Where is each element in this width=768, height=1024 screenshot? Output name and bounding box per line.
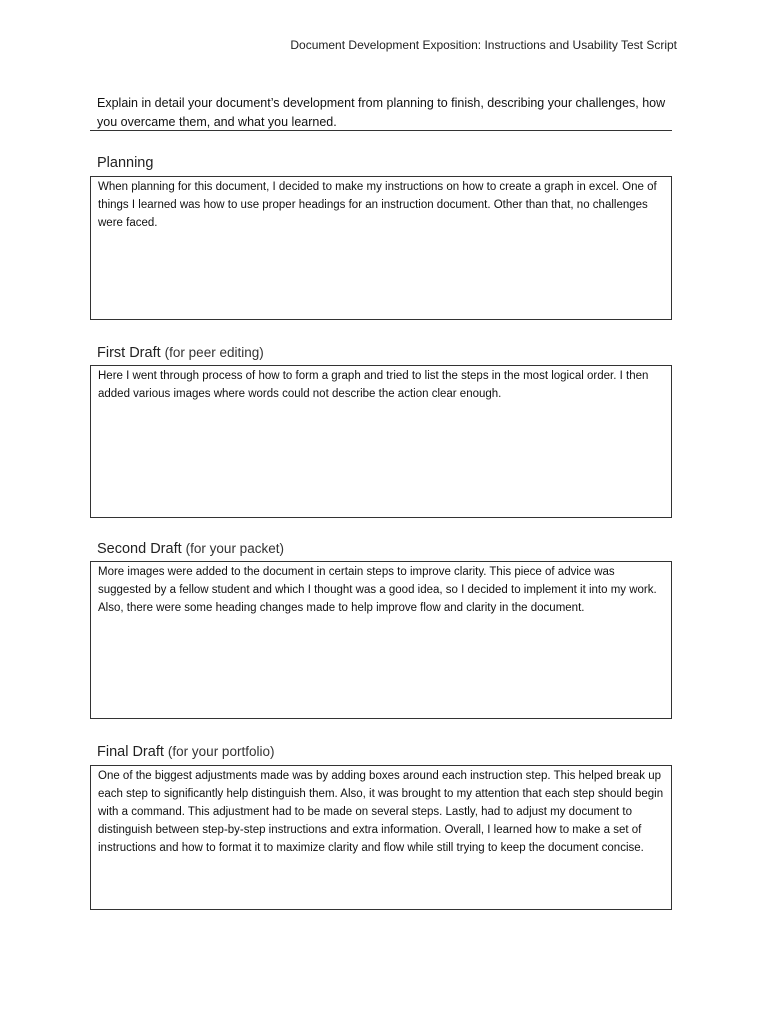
section-heading-second-draft <box>97 541 284 557</box>
first-draft-response-box[interactable]: Here I went through process of how to form a graph and tried to list the steps in the most logical order. I then added various images where words could not describe the action clear enough. <box>90 365 672 518</box>
section-title: Second Draft <box>97 541 182 557</box>
intro-divider <box>90 130 672 131</box>
section-subtitle: (for your packet) <box>185 541 284 556</box>
planning-response-box[interactable]: When planning for this document, I decided to make my instructions on how to create a graph in excel. One of things I learned was how to use proper headings for an instruction document. Other than that, no challenges were faced. <box>90 176 672 320</box>
final-draft-response-box[interactable]: One of the biggest adjustments made was by adding boxes around each instruction step. This helped break up each step to significantly help distinguish them. Also, it was brought to my attention that each step should begin with a command. This adjustment had to be made on several steps. Lastly, had to adjust my document to distinguish between step-by-step instructions and extra information. Overall, I learned how to make a set of instructions and how to format it to maximize clarity and flow while still trying to keep the document concise. <box>90 765 672 910</box>
section-heading-final-draft <box>97 744 274 760</box>
section-heading-planning <box>97 155 153 171</box>
section-title: Final Draft <box>97 744 164 760</box>
section-title: Planning <box>97 155 154 171</box>
section-subtitle: (for your portfolio) <box>167 744 275 759</box>
second-draft-response-box[interactable]: More images were added to the document in certain steps to improve clarity. This piece of advice was suggested by a fellow student and which I thought was a good idea, so I decided to implement it into my work. Also, there were some heading changes made to help improve flow and clarity in the document. <box>90 561 672 719</box>
section-title: First Draft <box>97 345 161 361</box>
intro-prompt: Explain in detail your document’s development from planning to finish, describing your challenges, how you overcame them, and what you learned. <box>97 96 666 129</box>
section-heading-first-draft <box>97 345 264 361</box>
section-subtitle: (for peer editing) <box>164 345 264 360</box>
page-header-title: Document Development Exposition: Instructions and Usability Test Script <box>290 38 677 52</box>
